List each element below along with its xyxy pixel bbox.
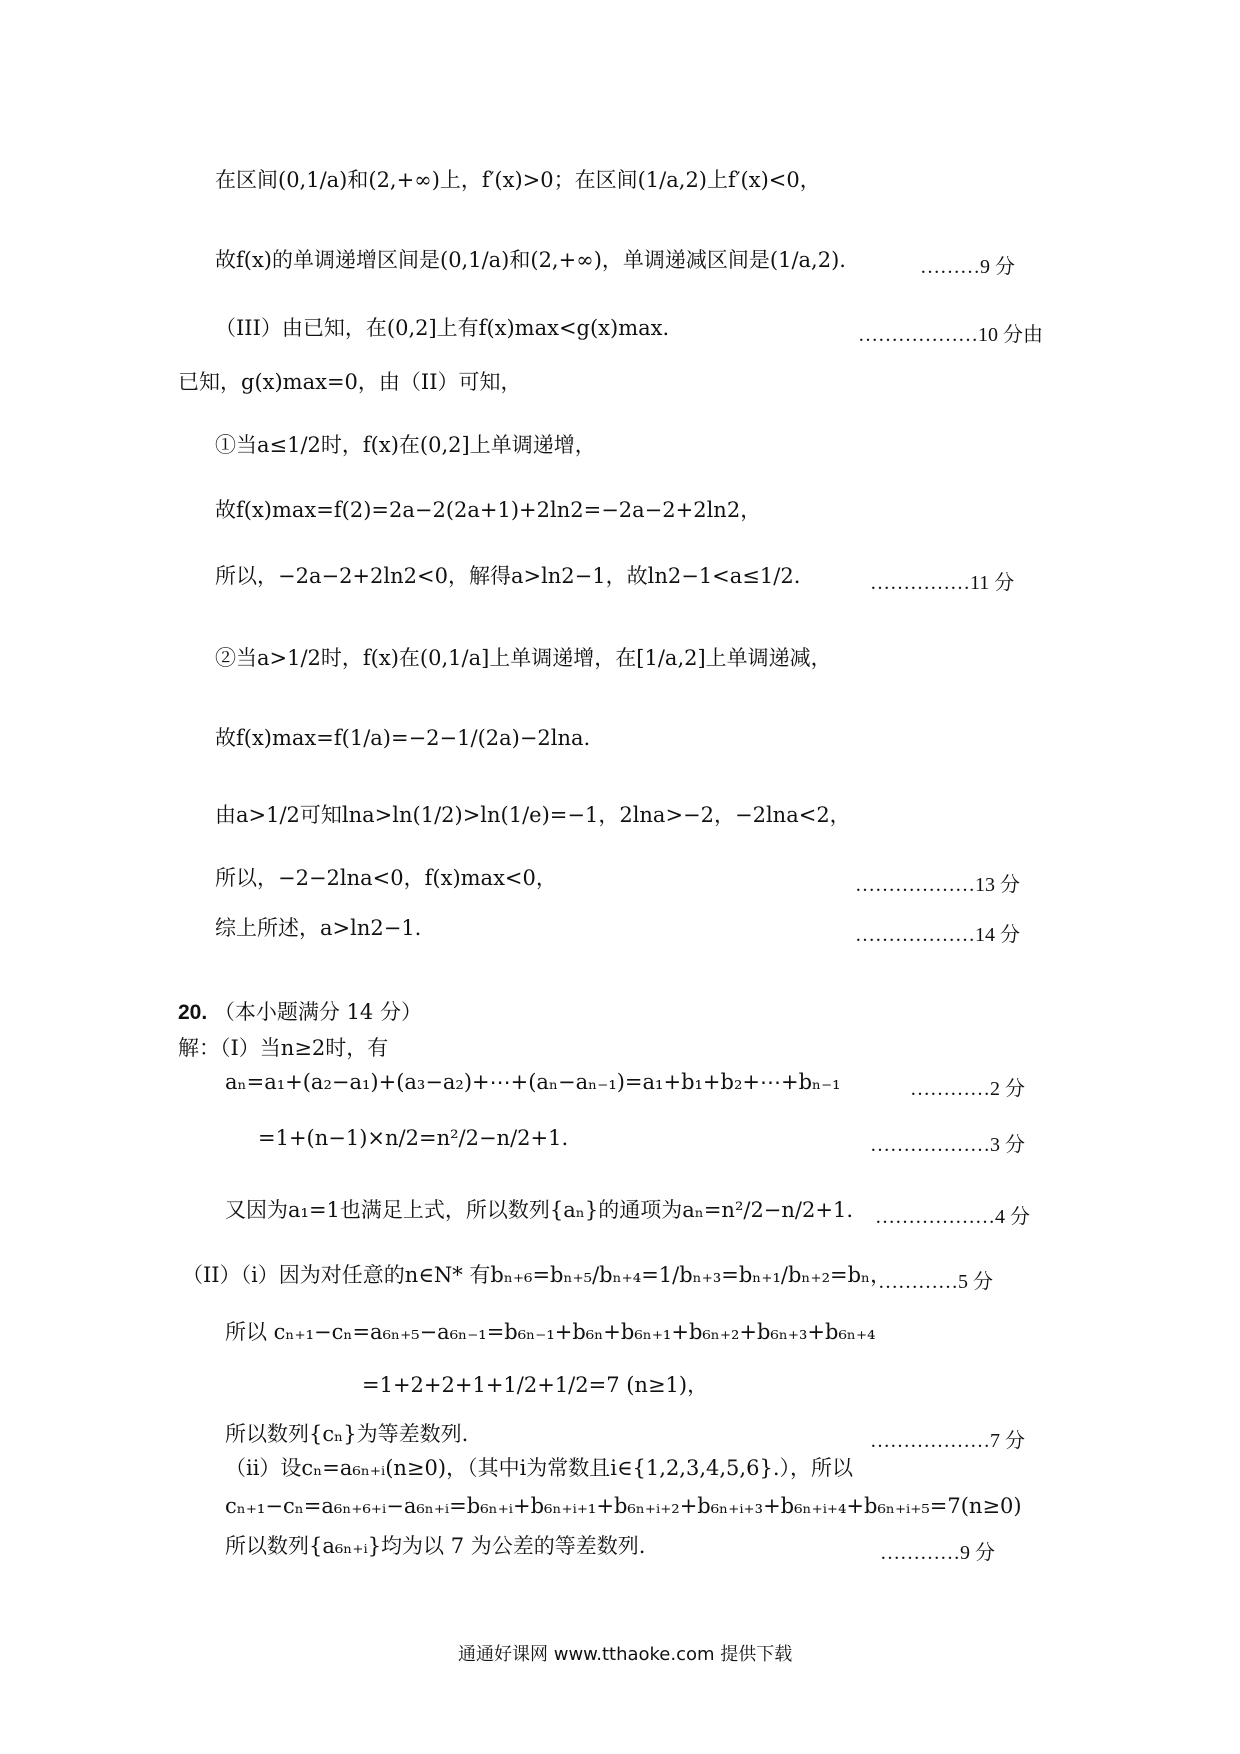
line-an-closed-form: =1+(n−1)×n/2=n²/2−n/2+1. bbox=[258, 1126, 569, 1150]
score-14: ………………14 分 bbox=[855, 924, 1020, 946]
line-part-ii: （ii）设cₙ=a₆ₙ₊ᵢ(n≥0)，（其中i为常数且i∈{1,2,3,4,5,6}.），所以 bbox=[225, 1456, 853, 1480]
line-bn-periodic: （II）（i）因为对任意的n∈N* 有bₙ₊₆=bₙ₊₅/bₙ₊₄=1/bₙ₊₃=bₙ₊₁/bₙ₊₂=bₙ， bbox=[182, 1263, 892, 1287]
line-cn-difference: 所以 cₙ₊₁−cₙ=a₆ₙ₊₅−a₆ₙ₋₁=b₆ₙ₋₁+b₆ₙ+b₆ₙ₊₁+b₆ₙ₊₂+b₆ₙ₊₃+b₆ₙ₊₄ bbox=[225, 1320, 876, 1344]
line-case2-conclude: 所以，−2−2lna<0，f(x)max<0， bbox=[215, 866, 557, 890]
line-final-conclusion: 所以数列{a₆ₙ₊ᵢ}均为以 7 为公差的等差数列. bbox=[225, 1534, 646, 1558]
line-case2-ln: 由a>1/2可知lna>ln(1/2)>ln(1/e)=−1，2lna>−2，−2lna<2， bbox=[215, 803, 851, 827]
line-gmax-zero: 已知，g(x)max=0，由（II）可知， bbox=[178, 370, 522, 394]
score-3: ………………3 分 bbox=[870, 1134, 1025, 1156]
score-4: ………………4 分 bbox=[875, 1206, 1030, 1228]
line-case2: ②当a>1/2时，f(x)在(0,1/a]上单调递增，在[1/a,2]上单调递减， bbox=[215, 646, 832, 670]
line-part3-known: （III）由已知，在(0,2]上有f(x)max<g(x)max. bbox=[215, 316, 670, 340]
line-an-telescoping: aₙ=a₁+(a₂−a₁)+(a₃−a₂)+⋯+(aₙ−aₙ₋₁)=a₁+b₁+b₂+⋯+bₙ₋₁ bbox=[225, 1070, 841, 1094]
score-9: ………9 分 bbox=[920, 256, 1015, 278]
score-5: …………5 分 bbox=[878, 1271, 993, 1293]
line-an-general: 又因为a₁=1也满足上式，所以数列{aₙ}的通项为aₙ=n²/2−n/2+1. bbox=[225, 1198, 853, 1222]
score-11: ……………11 分 bbox=[870, 572, 1015, 594]
footer-watermark: 通通好课网 www.tthaoke.com 提供下载 bbox=[458, 1644, 793, 1665]
line-cn-sum: =1+2+2+1+1/2+1/2=7 (n≥1)， bbox=[362, 1373, 709, 1397]
line-case1-fmax: 故f(x)max=f(2)=2a−2(2a+1)+2ln2=−2a−2+2ln2， bbox=[215, 498, 762, 522]
line-sol-part1: 解：（I）当n≥2时，有 bbox=[178, 1036, 389, 1060]
line-summary: 综上所述，a>ln2−1. bbox=[215, 916, 422, 940]
line-cn-arithmetic: 所以数列{cₙ}为等差数列. bbox=[225, 1422, 469, 1446]
line-case1-solve: 所以，−2a−2+2ln2<0，解得a>ln2−1，故ln2−1<a≤1/2. bbox=[215, 564, 801, 588]
line-case1: ①当a≤1/2时，f(x)在(0,2]上单调递增， bbox=[215, 433, 596, 457]
line-interval-derivative: 在区间(0,1/a)和(2,+∞)上，f′(x)>0；在区间(1/a,2)上f′(x)<0， bbox=[215, 168, 821, 192]
line-monotonic-intervals: 故f(x)的单调递增区间是(0,1/a)和(2,+∞)，单调递减区间是(1/a,2). bbox=[215, 248, 846, 272]
line-cn-general-diff: cₙ₊₁−cₙ=a₆ₙ₊₆₊ᵢ−a₆ₙ₊ᵢ=b₆ₙ₊ᵢ+b₆ₙ₊ᵢ₊₁+b₆ₙ₊ᵢ₊₂+b₆ₙ₊ᵢ₊₃+b₆ₙ₊ᵢ₊₄+b₆ₙ₊ᵢ₊₅=7(n≥0) bbox=[225, 1494, 1022, 1518]
score-13: ………………13 分 bbox=[855, 874, 1020, 896]
problem-score-note: （本小题满分 14 分） bbox=[213, 1000, 422, 1024]
score-9b: …………9 分 bbox=[880, 1542, 995, 1564]
line-case2-fmax: 故f(x)max=f(1/a)=−2−1/(2a)−2lna. bbox=[215, 726, 591, 750]
problem-20-heading bbox=[178, 1002, 422, 1023]
score-2: …………2 分 bbox=[910, 1078, 1025, 1100]
problem-number: 20. bbox=[178, 1001, 208, 1024]
score-7: ………………7 分 bbox=[870, 1430, 1025, 1452]
score-10: ………………10 分由 bbox=[858, 324, 1043, 346]
